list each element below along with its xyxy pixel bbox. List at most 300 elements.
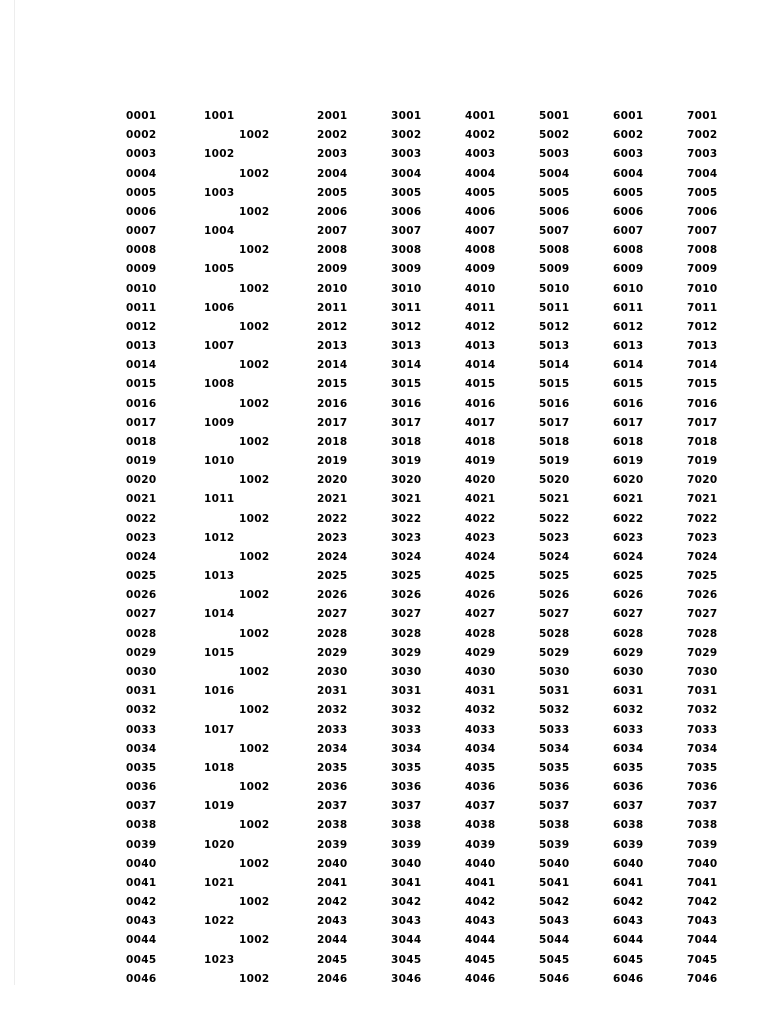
table-cell-col6: 6010 bbox=[613, 282, 644, 295]
table-cell-col2: 2004 bbox=[317, 167, 348, 180]
table-cell-col3: 3006 bbox=[391, 205, 422, 218]
table-cell-col1: 1002 bbox=[239, 474, 270, 487]
table-row bbox=[0, 186, 768, 205]
table-row bbox=[0, 933, 768, 952]
table-cell-col0: 0024 bbox=[126, 550, 157, 563]
table-row bbox=[0, 262, 768, 281]
table-cell-col7: 7045 bbox=[687, 953, 718, 966]
table-row bbox=[0, 473, 768, 492]
table-row bbox=[0, 895, 768, 914]
table-cell-col5: 5034 bbox=[539, 742, 570, 755]
table-row bbox=[0, 397, 768, 416]
table-row bbox=[0, 339, 768, 358]
table-cell-col7: 7033 bbox=[687, 723, 718, 736]
table-cell-col0: 0025 bbox=[126, 570, 157, 583]
table-cell-col7: 7017 bbox=[687, 416, 718, 429]
table-cell-col1: 1002 bbox=[239, 205, 270, 218]
table-cell-col0: 0012 bbox=[126, 320, 157, 333]
table-cell-col2: 2013 bbox=[317, 340, 348, 353]
table-cell-col2: 2014 bbox=[317, 359, 348, 372]
table-cell-col6: 6007 bbox=[613, 225, 644, 238]
table-cell-col1: 1002 bbox=[204, 148, 235, 161]
table-cell-col6: 6015 bbox=[613, 378, 644, 391]
table-cell-col4: 4007 bbox=[465, 225, 496, 238]
table-cell-col2: 2043 bbox=[317, 915, 348, 928]
table-cell-col0: 0018 bbox=[126, 435, 157, 448]
table-cell-col5: 5004 bbox=[539, 167, 570, 180]
table-cell-col0: 0015 bbox=[126, 378, 157, 391]
table-cell-col0: 0029 bbox=[126, 646, 157, 659]
table-cell-col1: 1023 bbox=[204, 953, 235, 966]
table-cell-col4: 4012 bbox=[465, 320, 496, 333]
table-cell-col5: 5043 bbox=[539, 915, 570, 928]
table-cell-col3: 3043 bbox=[391, 915, 422, 928]
table-cell-col3: 3017 bbox=[391, 416, 422, 429]
table-cell-col1: 1002 bbox=[239, 167, 270, 180]
table-cell-col2: 2025 bbox=[317, 570, 348, 583]
table-cell-col3: 3026 bbox=[391, 589, 422, 602]
table-cell-col0: 0003 bbox=[126, 148, 157, 161]
table-cell-col7: 7010 bbox=[687, 282, 718, 295]
table-cell-col7: 7046 bbox=[687, 972, 718, 985]
table-cell-col7: 7027 bbox=[687, 608, 718, 621]
table-cell-col5: 5003 bbox=[539, 148, 570, 161]
table-cell-col1: 1014 bbox=[204, 608, 235, 621]
table-cell-col1: 1006 bbox=[204, 301, 235, 314]
table-cell-col2: 2012 bbox=[317, 320, 348, 333]
table-cell-col4: 4026 bbox=[465, 589, 496, 602]
table-cell-col0: 0026 bbox=[126, 589, 157, 602]
table-cell-col7: 7016 bbox=[687, 397, 718, 410]
table-cell-col2: 2007 bbox=[317, 225, 348, 238]
table-row bbox=[0, 703, 768, 722]
table-cell-col0: 0004 bbox=[126, 167, 157, 180]
table-cell-col5: 5042 bbox=[539, 896, 570, 909]
table-cell-col1: 1016 bbox=[204, 685, 235, 698]
table-cell-col1: 1021 bbox=[204, 876, 235, 889]
table-cell-col6: 6020 bbox=[613, 474, 644, 487]
table-cell-col2: 2039 bbox=[317, 838, 348, 851]
table-cell-col7: 7006 bbox=[687, 205, 718, 218]
table-cell-col7: 7011 bbox=[687, 301, 718, 314]
table-cell-col1: 1002 bbox=[239, 857, 270, 870]
table-cell-col5: 5036 bbox=[539, 781, 570, 794]
table-cell-col4: 4027 bbox=[465, 608, 496, 621]
table-cell-col6: 6025 bbox=[613, 570, 644, 583]
table-cell-col0: 0017 bbox=[126, 416, 157, 429]
table-cell-col4: 4043 bbox=[465, 915, 496, 928]
table-cell-col6: 6037 bbox=[613, 800, 644, 813]
table-cell-col0: 0028 bbox=[126, 627, 157, 640]
table-row bbox=[0, 780, 768, 799]
table-row bbox=[0, 416, 768, 435]
table-cell-col1: 1002 bbox=[239, 896, 270, 909]
table-cell-col5: 5039 bbox=[539, 838, 570, 851]
table-cell-col3: 3015 bbox=[391, 378, 422, 391]
table-cell-col4: 4045 bbox=[465, 953, 496, 966]
table-row bbox=[0, 492, 768, 511]
table-cell-col1: 1011 bbox=[204, 493, 235, 506]
table-cell-col6: 6004 bbox=[613, 167, 644, 180]
table-cell-col2: 2026 bbox=[317, 589, 348, 602]
table-cell-col1: 1002 bbox=[239, 282, 270, 295]
table-cell-col2: 2016 bbox=[317, 397, 348, 410]
table-cell-col2: 2032 bbox=[317, 704, 348, 717]
table-cell-col0: 0014 bbox=[126, 359, 157, 372]
table-cell-col5: 5044 bbox=[539, 934, 570, 947]
table-cell-col4: 4032 bbox=[465, 704, 496, 717]
table-cell-col4: 4029 bbox=[465, 646, 496, 659]
table-cell-col2: 2027 bbox=[317, 608, 348, 621]
table-row bbox=[0, 838, 768, 857]
table-cell-col2: 2024 bbox=[317, 550, 348, 563]
table-cell-col0: 0009 bbox=[126, 263, 157, 276]
table-cell-col4: 4042 bbox=[465, 896, 496, 909]
table-row bbox=[0, 531, 768, 550]
table-cell-col7: 7034 bbox=[687, 742, 718, 755]
table-row bbox=[0, 588, 768, 607]
table-cell-col3: 3009 bbox=[391, 263, 422, 276]
table-cell-col2: 2008 bbox=[317, 244, 348, 257]
table-cell-col3: 3019 bbox=[391, 455, 422, 468]
table-cell-col5: 5040 bbox=[539, 857, 570, 870]
table-cell-col7: 7042 bbox=[687, 896, 718, 909]
table-cell-col0: 0005 bbox=[126, 186, 157, 199]
table-cell-col3: 3005 bbox=[391, 186, 422, 199]
table-cell-col5: 5008 bbox=[539, 244, 570, 257]
table-cell-col4: 4003 bbox=[465, 148, 496, 161]
table-cell-col1: 1002 bbox=[239, 359, 270, 372]
table-cell-col6: 6019 bbox=[613, 455, 644, 468]
table-cell-col4: 4020 bbox=[465, 474, 496, 487]
table-row bbox=[0, 876, 768, 895]
table-cell-col3: 3028 bbox=[391, 627, 422, 640]
table-cell-col6: 6003 bbox=[613, 148, 644, 161]
table-row bbox=[0, 320, 768, 339]
table-row bbox=[0, 377, 768, 396]
table-cell-col6: 6029 bbox=[613, 646, 644, 659]
table-cell-col3: 3042 bbox=[391, 896, 422, 909]
table-cell-col1: 1003 bbox=[204, 186, 235, 199]
table-cell-col7: 7039 bbox=[687, 838, 718, 851]
table-cell-col6: 6040 bbox=[613, 857, 644, 870]
table-cell-col0: 0021 bbox=[126, 493, 157, 506]
table-cell-col6: 6031 bbox=[613, 685, 644, 698]
table-row bbox=[0, 550, 768, 569]
table-cell-col1: 1002 bbox=[239, 320, 270, 333]
table-cell-col3: 3045 bbox=[391, 953, 422, 966]
table-row bbox=[0, 569, 768, 588]
table-cell-col5: 5033 bbox=[539, 723, 570, 736]
table-cell-col7: 7036 bbox=[687, 781, 718, 794]
table-cell-col6: 6038 bbox=[613, 819, 644, 832]
table-cell-col6: 6022 bbox=[613, 512, 644, 525]
table-cell-col3: 3037 bbox=[391, 800, 422, 813]
table-cell-col7: 7019 bbox=[687, 455, 718, 468]
table-row bbox=[0, 684, 768, 703]
table-cell-col1: 1002 bbox=[239, 512, 270, 525]
table-cell-col1: 1002 bbox=[239, 704, 270, 717]
table-cell-col0: 0016 bbox=[126, 397, 157, 410]
table-cell-col0: 0036 bbox=[126, 781, 157, 794]
table-cell-col5: 5037 bbox=[539, 800, 570, 813]
table-row bbox=[0, 167, 768, 186]
table-cell-col3: 3044 bbox=[391, 934, 422, 947]
table-row bbox=[0, 128, 768, 147]
table-cell-col4: 4046 bbox=[465, 972, 496, 985]
table-cell-col2: 2021 bbox=[317, 493, 348, 506]
table-cell-col5: 5001 bbox=[539, 110, 570, 122]
table-cell-col2: 2045 bbox=[317, 953, 348, 966]
table-cell-col5: 5018 bbox=[539, 435, 570, 448]
table-row bbox=[0, 205, 768, 224]
table-cell-col6: 6032 bbox=[613, 704, 644, 717]
table-cell-col2: 2022 bbox=[317, 512, 348, 525]
table-cell-col5: 5017 bbox=[539, 416, 570, 429]
table-cell-col0: 0043 bbox=[126, 915, 157, 928]
table-cell-col5: 5009 bbox=[539, 263, 570, 276]
table-cell-col4: 4018 bbox=[465, 435, 496, 448]
table-cell-col3: 3029 bbox=[391, 646, 422, 659]
table-cell-col1: 1002 bbox=[239, 665, 270, 678]
table-cell-col7: 7025 bbox=[687, 570, 718, 583]
table-cell-col1: 1002 bbox=[239, 781, 270, 794]
table-cell-col3: 3002 bbox=[391, 129, 422, 142]
table-cell-col0: 0023 bbox=[126, 531, 157, 544]
table-cell-col7: 7012 bbox=[687, 320, 718, 333]
table-cell-col0: 0045 bbox=[126, 953, 157, 966]
table-cell-col6: 6039 bbox=[613, 838, 644, 851]
table-cell-col1: 1015 bbox=[204, 646, 235, 659]
table-cell-col4: 4008 bbox=[465, 244, 496, 257]
table-cell-col3: 3036 bbox=[391, 781, 422, 794]
table-cell-col6: 6006 bbox=[613, 205, 644, 218]
table-row bbox=[0, 224, 768, 243]
table-cell-col1: 1005 bbox=[204, 263, 235, 276]
table-cell-col4: 4034 bbox=[465, 742, 496, 755]
table-cell-col3: 3018 bbox=[391, 435, 422, 448]
table-cell-col0: 0041 bbox=[126, 876, 157, 889]
table-cell-col2: 2040 bbox=[317, 857, 348, 870]
table-cell-col7: 7044 bbox=[687, 934, 718, 947]
table-row bbox=[0, 147, 768, 166]
table-cell-col5: 5021 bbox=[539, 493, 570, 506]
table-cell-col7: 7029 bbox=[687, 646, 718, 659]
table-cell-col4: 4035 bbox=[465, 761, 496, 774]
table-cell-col4: 4030 bbox=[465, 665, 496, 678]
table-cell-col5: 5014 bbox=[539, 359, 570, 372]
table-cell-col1: 1022 bbox=[204, 915, 235, 928]
table-cell-col7: 7041 bbox=[687, 876, 718, 889]
table-cell-col5: 5029 bbox=[539, 646, 570, 659]
table-cell-col0: 0031 bbox=[126, 685, 157, 698]
table-cell-col0: 0011 bbox=[126, 301, 157, 314]
table-cell-col4: 4014 bbox=[465, 359, 496, 372]
table-cell-col7: 7024 bbox=[687, 550, 718, 563]
table-cell-col4: 4023 bbox=[465, 531, 496, 544]
table-cell-col6: 6044 bbox=[613, 934, 644, 947]
number-table bbox=[0, 109, 768, 991]
table-cell-col0: 0022 bbox=[126, 512, 157, 525]
table-cell-col4: 4010 bbox=[465, 282, 496, 295]
table-cell-col0: 0019 bbox=[126, 455, 157, 468]
table-cell-col7: 7009 bbox=[687, 263, 718, 276]
table-row bbox=[0, 723, 768, 742]
table-cell-col1: 1002 bbox=[239, 397, 270, 410]
table-cell-col6: 6045 bbox=[613, 953, 644, 966]
table-cell-col1: 1002 bbox=[239, 627, 270, 640]
table-cell-col6: 6034 bbox=[613, 742, 644, 755]
table-cell-col5: 5025 bbox=[539, 570, 570, 583]
table-cell-col2: 2031 bbox=[317, 685, 348, 698]
table-cell-col2: 2028 bbox=[317, 627, 348, 640]
table-cell-col1: 1018 bbox=[204, 761, 235, 774]
table-cell-col7: 7005 bbox=[687, 186, 718, 199]
table-cell-col2: 2002 bbox=[317, 129, 348, 142]
table-cell-col4: 4025 bbox=[465, 570, 496, 583]
table-cell-col3: 3021 bbox=[391, 493, 422, 506]
table-cell-col3: 3013 bbox=[391, 340, 422, 353]
table-cell-col4: 4031 bbox=[465, 685, 496, 698]
table-cell-col5: 5038 bbox=[539, 819, 570, 832]
table-cell-col6: 6033 bbox=[613, 723, 644, 736]
table-cell-col3: 3041 bbox=[391, 876, 422, 889]
table-row bbox=[0, 627, 768, 646]
table-cell-col6: 6030 bbox=[613, 665, 644, 678]
table-cell-col7: 7030 bbox=[687, 665, 718, 678]
table-cell-col3: 3008 bbox=[391, 244, 422, 257]
table-cell-col1: 1002 bbox=[239, 129, 270, 142]
table-cell-col5: 5022 bbox=[539, 512, 570, 525]
table-cell-col2: 2011 bbox=[317, 301, 348, 314]
table-cell-col3: 3022 bbox=[391, 512, 422, 525]
table-cell-col0: 0042 bbox=[126, 896, 157, 909]
table-cell-col1: 1002 bbox=[239, 934, 270, 947]
table-cell-col2: 2037 bbox=[317, 800, 348, 813]
table-cell-col4: 4037 bbox=[465, 800, 496, 813]
table-cell-col1: 1013 bbox=[204, 570, 235, 583]
table-cell-col3: 3035 bbox=[391, 761, 422, 774]
table-row bbox=[0, 435, 768, 454]
table-cell-col1: 1002 bbox=[239, 435, 270, 448]
table-cell-col2: 2030 bbox=[317, 665, 348, 678]
table-cell-col1: 1002 bbox=[239, 819, 270, 832]
table-cell-col3: 3031 bbox=[391, 685, 422, 698]
table-cell-col5: 5023 bbox=[539, 531, 570, 544]
table-cell-col5: 5007 bbox=[539, 225, 570, 238]
table-cell-col2: 2005 bbox=[317, 186, 348, 199]
table-cell-col2: 2044 bbox=[317, 934, 348, 947]
table-cell-col5: 5046 bbox=[539, 972, 570, 985]
table-cell-col7: 7028 bbox=[687, 627, 718, 640]
table-cell-col0: 0027 bbox=[126, 608, 157, 621]
table-cell-col2: 2023 bbox=[317, 531, 348, 544]
table-cell-col2: 2006 bbox=[317, 205, 348, 218]
table-cell-col0: 0002 bbox=[126, 129, 157, 142]
table-cell-col7: 7004 bbox=[687, 167, 718, 180]
table-cell-col1: 1002 bbox=[239, 550, 270, 563]
table-cell-col2: 2035 bbox=[317, 761, 348, 774]
table-cell-col3: 3004 bbox=[391, 167, 422, 180]
table-cell-col4: 4038 bbox=[465, 819, 496, 832]
table-cell-col1: 1002 bbox=[239, 972, 270, 985]
table-row bbox=[0, 953, 768, 972]
table-cell-col2: 2036 bbox=[317, 781, 348, 794]
table-cell-col5: 5030 bbox=[539, 665, 570, 678]
table-cell-col1: 1002 bbox=[239, 589, 270, 602]
table-cell-col3: 3038 bbox=[391, 819, 422, 832]
table-cell-col3: 3010 bbox=[391, 282, 422, 295]
table-cell-col6: 6014 bbox=[613, 359, 644, 372]
table-cell-col3: 3040 bbox=[391, 857, 422, 870]
table-cell-col2: 2001 bbox=[317, 110, 348, 122]
table-cell-col7: 7040 bbox=[687, 857, 718, 870]
table-cell-col5: 5035 bbox=[539, 761, 570, 774]
table-cell-col7: 7035 bbox=[687, 761, 718, 774]
table-cell-col3: 3030 bbox=[391, 665, 422, 678]
table-cell-col1: 1009 bbox=[204, 416, 235, 429]
table-cell-col7: 7014 bbox=[687, 359, 718, 372]
table-row bbox=[0, 301, 768, 320]
table-cell-col7: 7038 bbox=[687, 819, 718, 832]
table-cell-col6: 6024 bbox=[613, 550, 644, 563]
table-cell-col2: 2042 bbox=[317, 896, 348, 909]
table-row bbox=[0, 761, 768, 780]
table-cell-col0: 0032 bbox=[126, 704, 157, 717]
table-cell-col7: 7018 bbox=[687, 435, 718, 448]
table-cell-col4: 4041 bbox=[465, 876, 496, 889]
table-cell-col5: 5024 bbox=[539, 550, 570, 563]
table-cell-col5: 5020 bbox=[539, 474, 570, 487]
table-cell-col7: 7007 bbox=[687, 225, 718, 238]
table-cell-col0: 0046 bbox=[126, 972, 157, 985]
table-cell-col7: 7022 bbox=[687, 512, 718, 525]
table-cell-col6: 6009 bbox=[613, 263, 644, 276]
table-cell-col3: 3046 bbox=[391, 972, 422, 985]
table-cell-col3: 3007 bbox=[391, 225, 422, 238]
table-cell-col6: 6026 bbox=[613, 589, 644, 602]
table-cell-col4: 4005 bbox=[465, 186, 496, 199]
table-cell-col3: 3034 bbox=[391, 742, 422, 755]
table-cell-col4: 4009 bbox=[465, 263, 496, 276]
table-cell-col4: 4036 bbox=[465, 781, 496, 794]
table-row bbox=[0, 607, 768, 626]
table-cell-col6: 6016 bbox=[613, 397, 644, 410]
table-row bbox=[0, 646, 768, 665]
table-cell-col6: 6041 bbox=[613, 876, 644, 889]
table-cell-col4: 4001 bbox=[465, 110, 496, 122]
table-cell-col6: 6021 bbox=[613, 493, 644, 506]
table-cell-col5: 5016 bbox=[539, 397, 570, 410]
table-cell-col5: 5005 bbox=[539, 186, 570, 199]
table-cell-col1: 1010 bbox=[204, 455, 235, 468]
table-cell-col6: 6017 bbox=[613, 416, 644, 429]
table-cell-col0: 0007 bbox=[126, 225, 157, 238]
table-cell-col6: 6002 bbox=[613, 129, 644, 142]
table-cell-col1: 1017 bbox=[204, 723, 235, 736]
table-cell-col3: 3025 bbox=[391, 570, 422, 583]
table-cell-col0: 0010 bbox=[126, 282, 157, 295]
table-cell-col7: 7020 bbox=[687, 474, 718, 487]
table-row bbox=[0, 243, 768, 262]
table-cell-col7: 7003 bbox=[687, 148, 718, 161]
table-cell-col1: 1001 bbox=[204, 110, 235, 122]
table-cell-col5: 5015 bbox=[539, 378, 570, 391]
table-cell-col7: 7002 bbox=[687, 129, 718, 142]
table-cell-col5: 5013 bbox=[539, 340, 570, 353]
table-cell-col4: 4013 bbox=[465, 340, 496, 353]
table-cell-col2: 2029 bbox=[317, 646, 348, 659]
